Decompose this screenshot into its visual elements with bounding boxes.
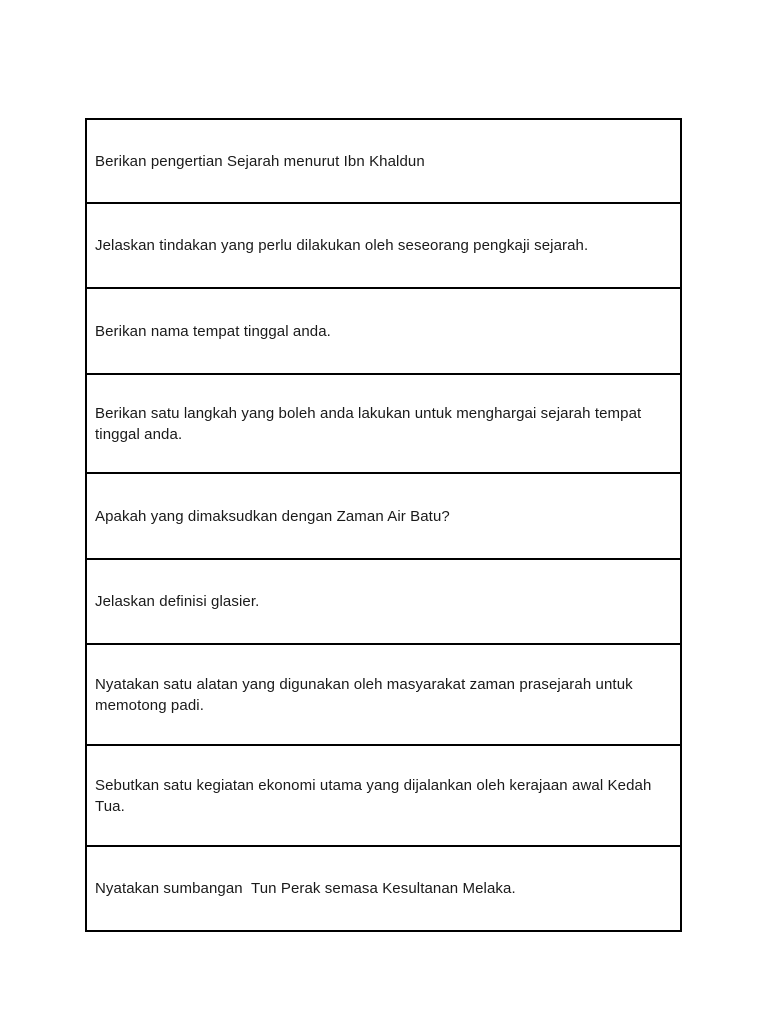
- table-row: [87, 474, 680, 560]
- table-row: [87, 289, 680, 375]
- table-row: [87, 375, 680, 474]
- table-row: [87, 645, 680, 746]
- question-text: Berikan satu langkah yang boleh anda lakukan untuk menghargai sejarah tempat tinggal anda.: [95, 404, 646, 443]
- question-text: Jelaskan definisi glasier.: [95, 593, 260, 610]
- table-row: [87, 847, 680, 930]
- question-text: Apakah yang dimaksudkan dengan Zaman Air Batu?: [95, 507, 450, 525]
- question-text: Nyatakan sumbangan Tun Perak semasa Kesultanan Melaka.: [95, 880, 516, 897]
- table-row: [87, 560, 680, 645]
- table-row: [87, 204, 680, 289]
- table-row: [87, 120, 680, 204]
- question-table: [85, 118, 682, 932]
- table-row: [87, 746, 680, 847]
- question-text: Nyatakan satu alatan yang digunakan oleh masyarakat zaman prasejarah untuk memotong padi.: [95, 675, 638, 714]
- question-text: Berikan nama tempat tinggal anda.: [95, 322, 331, 340]
- question-text: Jelaskan tindakan yang perlu dilakukan oleh seseorang pengkaji sejarah.: [95, 237, 589, 254]
- question-text: Berikan pengertian Sejarah menurut Ibn Khaldun: [95, 152, 425, 170]
- question-text: Sebutkan satu kegiatan ekonomi utama yang dijalankan oleh kerajaan awal Kedah Tua.: [95, 776, 656, 815]
